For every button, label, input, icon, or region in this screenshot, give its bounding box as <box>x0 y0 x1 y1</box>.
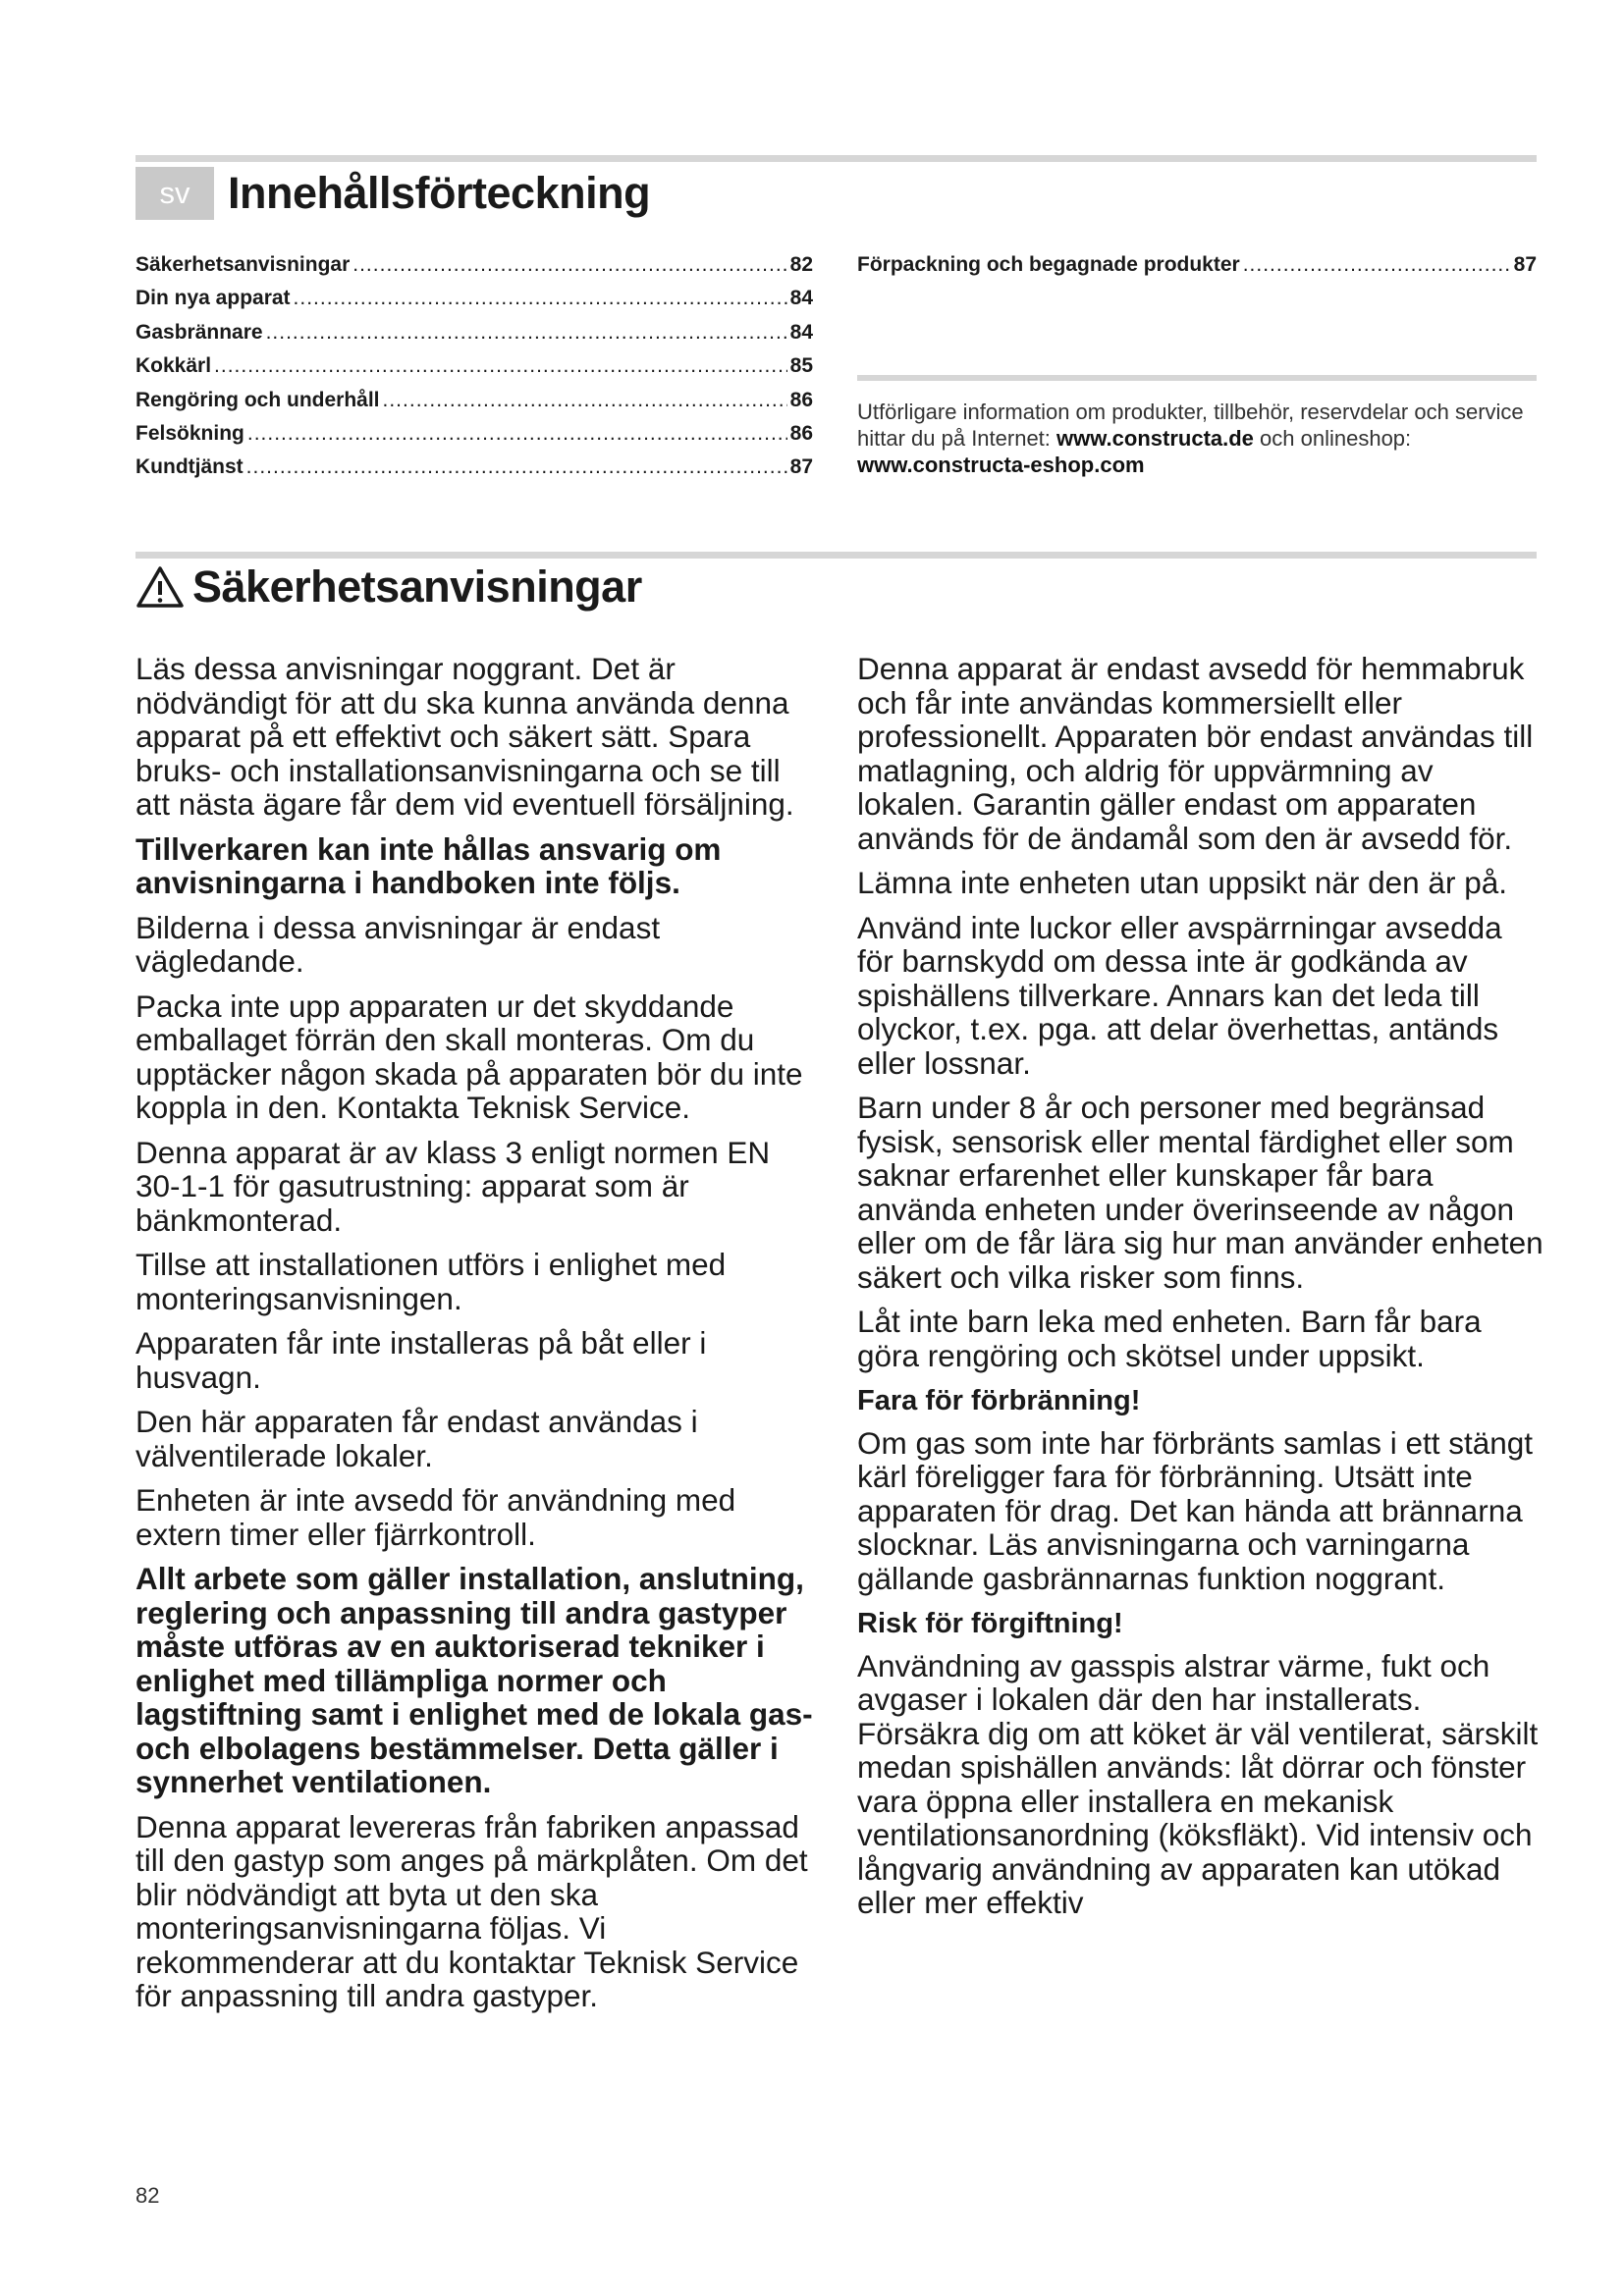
left-column <box>135 652 823 2024</box>
toc-header <box>135 167 650 220</box>
toc-entry-page: 82 <box>789 253 813 276</box>
toc-entry-page: 84 <box>789 287 813 310</box>
paragraph: Denna apparat levereras från fabriken anpassad till den gastyp som anges på märkplåten. Om det blir nödvändigt att byta ut den ska monteringsanvisningarna följas. Vi rekommenderar att du kontaktar Teknisk Service för anpassning till andra gastyper. <box>135 1808 808 2013</box>
toc-leader-dots <box>352 253 786 277</box>
section-heading <box>135 561 642 613</box>
toc-left-list <box>135 253 813 490</box>
paragraph: Denna apparat är av klass 3 enligt normen EN 30-1-1 för gasutrustning: apparat som är bänkmonterad. <box>135 1134 771 1238</box>
toc-entry[interactable] <box>135 455 813 489</box>
toc-leader-dots <box>247 422 787 446</box>
toc-entry[interactable] <box>135 287 813 320</box>
toc-entry-page: 87 <box>1513 253 1537 276</box>
toc-leader-dots <box>1243 253 1511 277</box>
info-text-part: Utförligare information om produkter, tillbehör, reservdelar och service hittar du på Internet: <box>857 400 1524 451</box>
section-top-rule <box>135 552 1537 559</box>
paragraph: Användning av gasspis alstrar värme, fukt och avgaser i lokalen där den har installerats. Försäkra dig om att köket är väl ventilerat, särskilt medan spishällen används: låt dörrar och fönster vara öppna eller installera en mekanisk ventilationsanordning (köksfläkt). Vid intensiv och långvarig användning av apparaten kan utökad eller mer effektiv <box>857 1647 1539 1920</box>
paragraph: Läs dessa anvisningar noggrant. Det är nödvändigt för att du ska kunna använda denna apparat på ett effektivt och säkert sätt. Spara bruks- och installationsanvisningarna och se till att nästa ägare får dem vid eventuell försäljning. <box>135 651 794 822</box>
toc-entry[interactable] <box>135 422 813 455</box>
toc-entry[interactable] <box>857 253 1537 287</box>
toc-entry-page: 84 <box>789 320 813 344</box>
toc-right-list <box>857 253 1537 287</box>
paragraph: Lämna inte enheten utan uppsikt när den är på. <box>857 865 1507 900</box>
toc-entry-label: Felsökning <box>135 421 244 445</box>
toc-entry[interactable] <box>135 354 813 388</box>
paragraph: Bilderna i dessa anvisningar är endast vägledande. <box>135 909 661 979</box>
page-number: 82 <box>135 2183 160 2208</box>
info-text-part: och onlineshop: <box>1253 426 1412 451</box>
toc-entry-label: Förpackning och begagnade produkter <box>857 253 1240 276</box>
toc-leader-dots <box>294 287 787 310</box>
paragraph: Om gas som inte har förbränts samlas i ett stängt kärl föreligger fara för förbränning. Utsätt inte apparaten för drag. Det kan hända att brännarna slocknar. Läs anvisningarna och varningarna gällande gasbrännarnas funktion noggrant. <box>857 1424 1534 1596</box>
toc-entry-label: Gasbrännare <box>135 320 263 344</box>
toc-entry-page: 87 <box>789 455 813 479</box>
paragraph: Denna apparat är endast avsedd för hemmabruk och får inte användas kommersiellt eller professionellt. Apparaten bör endast användas till matlagning, och aldrig för uppvärmning av lokalen. Garantin gäller endast om apparaten används för de ändamål som den är avsedd för. <box>857 651 1534 856</box>
website-link[interactable]: www.constructa.de <box>1056 426 1254 451</box>
right-column <box>857 652 1544 1931</box>
toc-entry-label: Säkerhetsanvisningar <box>135 253 351 276</box>
toc-entry-page: 86 <box>789 388 813 411</box>
toc-entry-label: Rengöring och underhåll <box>135 388 380 411</box>
toc-entry[interactable] <box>135 389 813 422</box>
subheading: Fara för förbränning! <box>857 1385 1141 1416</box>
paragraph: Enheten är inte avsedd för användning med extern timer eller fjärrkontroll. <box>135 1482 736 1552</box>
toc-entry-label: Kundtjänst <box>135 455 244 479</box>
toc-leader-dots <box>383 389 787 412</box>
section-title: Säkerhetsanvisningar <box>192 561 642 612</box>
toc-entry-page: 85 <box>789 354 813 378</box>
toc-leader-dots <box>246 455 787 479</box>
paragraph: Apparaten får inte installeras på båt eller i husvagn. <box>135 1325 707 1395</box>
toc-entry[interactable] <box>135 321 813 354</box>
toc-leader-dots <box>214 354 787 378</box>
toc-title: Innehållsförteckning <box>228 168 651 218</box>
subheading: Risk för förgiftning! <box>857 1608 1123 1639</box>
toc-entry-page: 86 <box>789 421 813 445</box>
paragraph: Barn under 8 år och personer med begränsad fysisk, sensorisk eller mental färdighet eller som saknar erfarenhet eller kunskaper får bara använda enheten under överinseende av någon eller om de får lära sig hur man använder enheten säkert och vilka risker som finns. <box>857 1090 1543 1295</box>
bold-paragraph: Allt arbete som gäller installation, anslutning, reglering och anpassning till andra gastyper måste utföras av en auktoriserad tekniker i enlighet med tillämpliga normer och lagstiftning samt i enlighet med de lokala gas- och elbolagens bestämmelser. Detta gäller i synnerhet ventilationen. <box>135 1561 813 1799</box>
warning-triangle-icon <box>135 564 185 610</box>
bold-paragraph: Tillverkaren kan inte hållas ansvarig om anvisningarna i handboken inte följs. <box>135 830 722 900</box>
paragraph: Packa inte upp apparaten ur det skyddande emballaget förrän den skall monteras. Om du upptäcker någon skada på apparaten bör du inte koppla in den. Kontakta Teknisk Service. <box>135 988 803 1125</box>
language-badge: sv <box>135 167 214 220</box>
toc-entry-label: Kokkärl <box>135 354 212 378</box>
info-text <box>857 399 1544 478</box>
toc-entry-label: Din nya apparat <box>135 287 291 310</box>
paragraph: Använd inte luckor eller avspärrningar avsedda för barnskydd om dessa inte är godkända av spishällens tillverkare. Annars kan det leda till olyckor, t.ex. pga. att delar överhettas, antänds eller lossnar. <box>857 909 1502 1081</box>
toc-top-rule <box>135 155 1537 162</box>
paragraph: Den här apparaten får endast användas i välventilerade lokaler. <box>135 1404 698 1473</box>
paragraph: Låt inte barn leka med enheten. Barn får bara göra rengöring och skötsel under uppsikt. <box>857 1304 1482 1373</box>
eshop-link[interactable]: www.constructa-eshop.com <box>857 453 1145 477</box>
paragraph: Tillse att installationen utförs i enlighet med monteringsanvisningen. <box>135 1247 727 1316</box>
toc-leader-dots <box>266 321 787 345</box>
toc-entry[interactable] <box>135 253 813 287</box>
info-rule <box>857 375 1537 381</box>
